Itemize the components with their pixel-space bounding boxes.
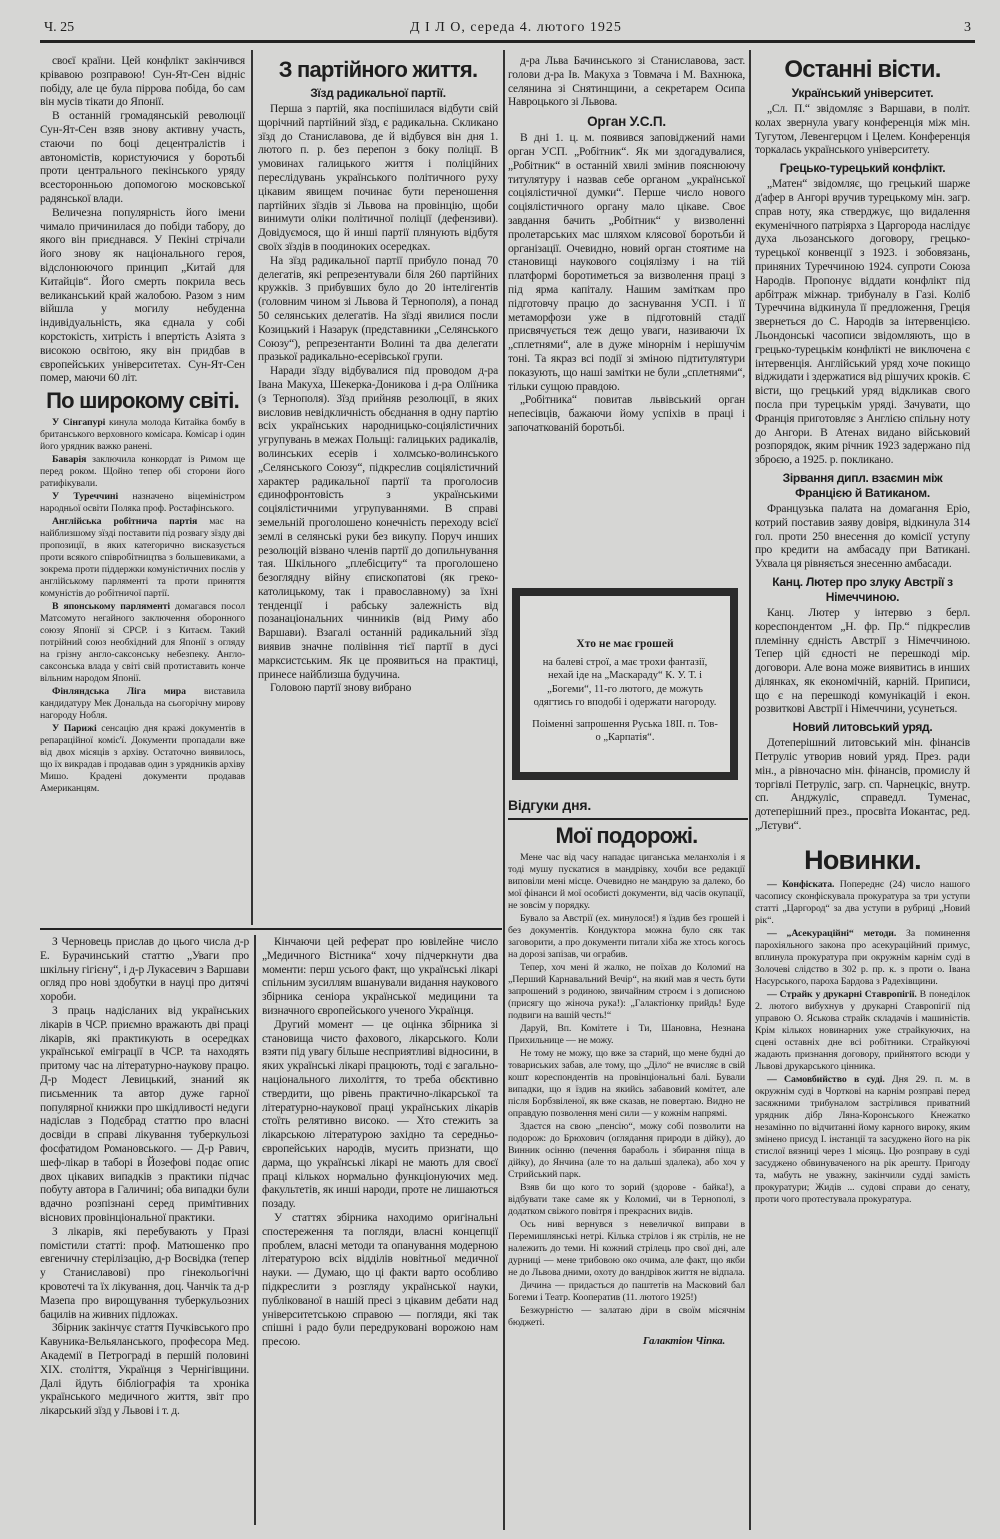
news-item bbox=[40, 516, 245, 600]
article-paragraph: У статтях збірника находимо оригінальні спостереження та погляди, власні концепції проблем, власні методи та опанування модерною літературою всіх відділів новітньої медичної науки. — Думаю, що ці факти варто особливо підкреслити з розгляду української науки, публікованої в нашій пресі з цікавим дебати над університетською справою — погляди, які так спішні і радо були передруковані ворожою нам пресою. bbox=[262, 1211, 498, 1349]
section-heading-novynky: Новинки. bbox=[804, 844, 921, 875]
news-item-lead: — Самовбийство в суді. bbox=[767, 1073, 885, 1085]
advertisement-box bbox=[512, 588, 738, 780]
news-article-title: Новий литовський уряд. bbox=[792, 720, 933, 735]
news-item-text: кинула молода Китайка бомбу в британського верховного комісара. Комісар і один його урядник важко ранені. bbox=[40, 417, 246, 453]
news-item-text: назначено віцеміністром народньої освіти Поляка проф. Ростафінського. bbox=[40, 491, 245, 515]
news-article-text: „Матен“ звідомляє, що грецький шарже д'афер в Ангорі вручив турецькому мін. загр. справ ноту, яка стверджує, що видалення екуменічного патріярха з Царгорода наслідує духа льозанського договору, грецько-турецької конвенції з 1923. і зобовязань, приняних Туреччиною 1924. супроти Союза Народів. Пропонує віддати конфлікт під арбітраж міжнар. трибуналу в Газі. Коліб Туреччина відкинула її предложення, Греція звернеться до С. Народів за інтервенцією. Льондонські часописи звідомляють, що в грецько-турецькім конфлікті не виключена є інтервенція. Англійський уряд хоче покищо віджидати і здержатися від рішучих кроків. Є вісти, що грецький уряд відкликав свого посла при турецькім уряді. Зачувати, що Франція приготовляє з Англією спільну ноту до Ангори. В Атенах видано військовий розпорядок, яким річник 1923 задержано під зброєю, а 1925. р. покликано. bbox=[755, 178, 970, 467]
news-item-lead: У Парижі bbox=[52, 723, 97, 735]
news-item bbox=[755, 928, 970, 988]
news-item-lead: Фінляндська Ліга мира bbox=[52, 686, 186, 698]
news-item-text: В понеділок 2. лютого вибухнув у друкарні Ставропігії під управою О. Яськова страйк складачів і машиністів. Крім кількох новинарних уже страйкуючих, на сцені оставніх дне всі робітники. Страйкуючі жадають признання договору, прийнятого всюди у Львові друкарського цінника. bbox=[755, 988, 971, 1072]
article-heading-usp: Орган У.С.П. bbox=[587, 114, 666, 130]
article-paragraph: д-ра Льва Бачинського зі Станиславова, заст. голови д-ра Ів. Макуха з Товмача і М. Вахнюка, селянина зі Снятинщини, а секретарем Осипа Навроцького зі Львова. bbox=[508, 55, 745, 109]
article-paragraph: Перша з партій, яка поспішилася відбути свій щорічний партійний зїзд, є радикальна. Скликано зїзд до Станиславова, де й відбувся він дня 1. лютого п. р. без перепон з боку поліції. В умовинах галицького життя і поліційних переслідувань українського політичного руху цікавим явищем починає бути переношення партійних зїздів зі Львова на провінцію, щоби винимути оліки політичної поліції (дефензиви). Довідуємося, що й инші партії плянують відбутя своїх зїздів в поодиноких осередках. bbox=[258, 103, 498, 253]
column-4 bbox=[755, 55, 970, 1207]
article-subheading: Зїзд радикальної партії. bbox=[310, 86, 446, 100]
article-paragraph: З лікарів, які перебувають у Празі помістили статті: проф. Матюшенко про евгеничну стерілізацію, д-р Восвідка (тепер у Станиславові) про гінекольогічні кровотечі та їх лікування, доц. Чанчік та д-р Мазепа про вирощування туберкульозних бацилів на живних підложах. bbox=[40, 1225, 249, 1321]
article-paragraph: На зїзд радикальної партії прибуло понад 70 делегатів, які репрезентували біля 260 партійних кружків. З прибувших було до 20 інтелігентів (головним чином зі Львова й Тернополя), а понад 50 селянських делегатів. На зїзді явилися посли Козицький і Назарук (представники „Селянського Союзу“), репрезентанти Волині та два делегати празької радикально-есерівської групи. bbox=[258, 254, 498, 364]
news-article-text: Дотеперішний литовський мін. фінансів Петруліс утворив новий уряд. През. ради мін., а рівночасно мін. фінансів, промислу й торгівлі Петруліс, загр. сп. Чарнецкіс, внутр. сп. Анджуліс, справедл. Туменас, дотеперішний през., просвіта Иокантас, ред. „Лєтуви“. bbox=[755, 737, 970, 833]
news-item-text: сенсацію дня кражі документів в репараційної коміс'ї. Документи пропадали вже від двох місяців з архіву. Остаточно виявилось, що їх викрадав і продавав один з урядників архіву Мишо. Крадені документи продавав Американцям. bbox=[40, 723, 245, 795]
news-article-text: Канц. Лютер у інтервю з берл. кореспондентом „Н. фр. Пр.“ підкреслив племінну єдність Австрії з Німеччиною. Тепер цій єдності не перешкоді мір. договори. Але вона може виявитись в инших ділянках, як економічній, карній. Приписи, що є на перешкоді комунікацій і екон. розвиткові Австрії і Німеччини, усунеться. bbox=[755, 606, 970, 716]
article-paragraph: Кінчаючи цей реферат про ювілейне число „Медичного Вістника“ хочу підчеркнути два моменти: перш усього факт, що українські лікарі спільним зусиллям вшанували видання наукового збірника сеніора української медицини та визначного європейського ученого Українця. bbox=[262, 936, 498, 1017]
page-number: 3 bbox=[964, 20, 971, 35]
ad-body: на балеві строї, а має трохи фантазії, нехай іде на „Маскараду“ К. У. Т. і „Богеми“, 11-го лютого, де можуть одягтись го вподобі і одержати нагороду. bbox=[533, 656, 717, 708]
news-article-title: Зірвання дипл. взаємин між Францією й Ватиканом. bbox=[782, 470, 943, 500]
feuilleton-paragraph: Мене час від часу нападає циганська меланхолія і я тоді мушу пускатися в мандрівку, хочби все редакції виповіли мені місце. Очевидно не мандрую за далеко, бо мої фінанси й мої особисті документи, від часів окупації, не зовсім у порядку. bbox=[508, 852, 745, 911]
bottom-column-1 bbox=[40, 936, 249, 1419]
news-item bbox=[755, 879, 970, 927]
news-item-lead: — Страйк у друкарні Ставропігії. bbox=[767, 988, 917, 1000]
article-paragraph-list bbox=[40, 936, 249, 1419]
section-label-responses: Відгуки дня. bbox=[508, 797, 592, 813]
news-item-text: Попереднє (24) число нашого часопису сконфіскувала прокуратура за три уступи статті „Царгород“ за два уступи в рубриці „Новий рік“. bbox=[755, 878, 971, 926]
section-heading-world: По широкому світі. bbox=[46, 388, 239, 414]
author-signature: Галактіон Чіпка. bbox=[642, 1335, 725, 1347]
news-article-text: „Сл. П.“ звідомляє з Варшави, в політ. колах звернула увагу конференція між мін. Тугутом, Левенгерцом і Целем. Конференція торкалась українського університету. bbox=[755, 103, 970, 157]
news-item-lead: В японському парляменті bbox=[52, 601, 171, 613]
news-item bbox=[40, 491, 245, 515]
article-paragraph: Величезна популярність його імени чимало причинилася до побіди табору, до якого він приєднався. У Пекіні стрічали його знову як національного героя, відслонюючого принцип „Китай для Китайців“. Його смерть покрила весь великанський край жалобою. Разом з ним війшла у могилу небуденна індивідуальність, яка єднала у собі корстокість, хитрість і впертість Азіята з високою освітою, яку він придбав в європейських університетах. Сун-Ят-Сен помер, маючи 60 літ. bbox=[40, 206, 245, 385]
news-article-title: Канц. Лютер про злуку Австрії з Німеччиною. bbox=[772, 574, 953, 604]
column-divider bbox=[749, 50, 751, 1530]
feuilleton-paragraph-list bbox=[508, 852, 745, 1329]
masthead: Д І Л О, bbox=[410, 20, 466, 35]
article-paragraph: своєї країни. Цей конфлікт закінчився крівавою розправою! Сун-Ят-Сен відніс побіду, але це була піррова побіда, бо сам він мусів тікати до Японії. bbox=[40, 55, 245, 109]
article-paragraph: „Робітника“ повитав львівський орган непесівців, бажаючи йому успіхів в праці і започаткованій боротьбі. bbox=[508, 394, 745, 434]
section-heading-latest-news: Останні вісти. bbox=[784, 56, 941, 83]
news-article-title: Український університет. bbox=[791, 86, 934, 100]
feuilleton-paragraph: Даруй, Вп. Комітете і Ти, Шановна, Незнана Прихильнице — не можу. bbox=[508, 1023, 745, 1046]
header-rule bbox=[40, 40, 975, 43]
news-item bbox=[40, 417, 245, 453]
ad-title: Хто не має грошей bbox=[576, 638, 674, 650]
feuilleton-paragraph: Безжурністю — залатаю діри в своїм місячнім бюджеті. bbox=[508, 1305, 745, 1328]
issue-number: Ч. 25 bbox=[44, 20, 75, 35]
article-paragraph: Наради зїзду відбувалися під проводом д-ра Івана Макуха, Шекерка-Доникова і д-ра Оліїника (з Тернополя). Зїзд прийняв резолюції, в яких висловив невідкличність обєднання в одну партію всіх українських народницько-соціялістичних угрупувань в межах Польщі: галицьких радикалів, волинських есерів і холмсько-волинського „Селянського Союзу“, підкреслив соціялістичний характер радикальної партії та проголосив єдинофронтовість з українськими соціялістичними угрупуваннями. В справі земельній проголошено конечність переходу всієї землі в селянські руки без викупу. Поруч инших резолюцій візвано членів партії до допильнування тая. Шкільного „плебісциту“ та проголошено безоглядну війну єпископатові (як греко-католицькому, так і православному) за їхні тенденції і рабську залежність від позанаціональних чинників (від Риму або Варшави). Взагалі останній радикальний зїзд виявив значне полівіння тієї партії в дусі марксистським. Як це проявиться на практиці, принесе найблизша будучина. bbox=[258, 365, 498, 681]
news-item bbox=[755, 989, 970, 1073]
article-paragraph-list bbox=[262, 936, 498, 1350]
article-paragraph-list bbox=[40, 55, 245, 386]
news-item-text: Дня 29. п. м. в окружнім суді в Чорткові на карнім розправі перед засяжними трибуналом застрілився приватний урядник дібр Ляна-Коронського Кнежатко незамінно по відчитанні йому карного вироку, яким змінено присуд І. інстанції та засуджено його на рік стислої вязниці через 1 місяць. Цю розправу в суді засуджено обвинуваченого на рік арешту. Пригоду та, мабуть не уважну, закінчили судді замість прокуратури; Жидів ... судові справи до сенату, проти чого протестувала прокуратура. bbox=[755, 1073, 970, 1205]
news-item bbox=[40, 454, 245, 490]
feuilleton-paragraph: Тепер, хоч мені й жалко, не поїхав до Коломиї на „Перший Карнавальний Вечір“, на який мав я честь бути запрошений з родиною, звичайним строєм і з дописною (присягу що жіноча рука!): „Галактіонку прийдь! Буде подвиги на вашій честь!“ bbox=[508, 962, 745, 1021]
article-paragraph: З Черновець прислав до цього числа д-р Е. Бурачинський статтю „Уваги про шкільну гігієну“, і д-р Лукасевич з Варшави огляд про нові здобутки в науці про дитячі хороби. bbox=[40, 936, 249, 1004]
news-item-list bbox=[40, 417, 245, 795]
news-item-lead: У Сінгапурі bbox=[52, 417, 106, 429]
section-heading-party-life: З партійного життя. bbox=[278, 57, 478, 82]
bottom-column-2 bbox=[262, 936, 498, 1350]
feuilleton-paragraph: Взяв би що кого то зорий (здорове - байка!), а відбувати таке саме як у Коломиї, чи в Тернополі, з додатком свіжого повітря і прекрасних видів. bbox=[508, 1182, 745, 1217]
feuilleton-paragraph: Здаєтся на свою „пенсію“, можу собі позволити на подорож: до Брюхович (оглядання природи в дійку), до Винник осінню (печення бараболь і збирання піща в дійку), до Янчина (але то на дальші здалека), або хоч у Стрийський парк. bbox=[508, 1121, 745, 1180]
feuilleton-paragraph: Не тому не можу, що вже за старий, що мене будні до товариських забав, але тому, що „Діло“ не вчисляє в свій кошт кореспондентів на провінціональні балі. Бували випадки, що я їздив на якийсь забавовий комітет, але після Борбзвіленої, як вже сказав, не повертаю. Видно не оправдую позволення мені сили — у кожнім напрямі. bbox=[508, 1048, 745, 1119]
news-item-text: заключила конкордат із Римом ще перед роком. Щойно тепер обі сторони його ратифікували. bbox=[40, 454, 245, 490]
feuilleton bbox=[508, 795, 745, 1348]
article-paragraph: Збірник закінчує стаття Пучківського про Кавуника-Вельяланського, професора Мед. Академії в Петрограді в першій половині XIX. століття, Українця з Чернігівщини. Далі йдуть бібліографія та хроніка українського медичного життя, звіт про лікарський зїзд у Львові і т. д. bbox=[40, 1322, 249, 1418]
news-item-lead: У Туреччині bbox=[52, 491, 119, 503]
column-divider bbox=[503, 50, 505, 1530]
feuilleton-paragraph: Ось ниві вернувся з невеличкої виправи в Перемишлянські нетрі. Кілька стрілов і як стрілів, не не належить до теми. Ні кожний стрілець про свої дні, але дурниці — мене трибовою око очима, але факт, що якби не до Львова дними, охоту до вандрівок життя не відпала. bbox=[508, 1219, 745, 1278]
news-article-text: Французька палата на домагання Еріо, котрий поставив заяву довіря, відкинула 314 гол. проти 250 внесення до комісії уступу про кредити на амбасаду при Ватикані. Ухвала ця рівняється знесенню амбасади. bbox=[755, 502, 970, 571]
news-item bbox=[40, 723, 245, 795]
news-item-lead: Англійська робітнича партія bbox=[52, 516, 198, 528]
feuilleton-paragraph: Бувало за Австрії (ех. минулося!) я їздив без грошей і без документів. Кондуктора можна було сяк так заговорити, а про документи питали хіба же хтось когось на дорозі запізав, чи ограбив. bbox=[508, 913, 745, 960]
article-paragraph-list bbox=[508, 55, 745, 110]
column-divider bbox=[254, 935, 256, 1525]
news-item bbox=[755, 1074, 970, 1206]
article-paragraph: Другий момент — це оцінка збірника зі становища чисто фахового, лікарського. Коли взяти під увагу більше несприятливі відносини, в яких українські лікарі працюють, тоді є загально-національного лихоліття, то треба обєктивно ствердити, що рівень практично-лікарської та літературно-наукової праці українських лікарів стоїть релятивно високо. — Хто стежить за лікарською літературою західно та середньо-європейських народів, мусить признати, що дарма, що українські лікарі не мають для своєї праці кількох нормально функціонуючих мед. факультетів, як инші народи, проте не лишаються позаду. bbox=[262, 1018, 498, 1211]
issue-date: середа 4. лютого 1925 bbox=[470, 20, 622, 35]
news-item-text: За поминення парохіяльного закона про асекураційний примус, вплинула прокуратура при окружнім карнім суді в Золочеві слідство в 302 р. пр. к. з проти о. Івана Насурського, пароха Бардова з Радехівщини. bbox=[755, 927, 970, 987]
article-paragraph: В останній громадянській революції Сун-Ят-Сен взяв знову активну участь, стаючи по боці децентралістів і автономістів, користуючися у боротьбі проти центрального пекінського уряду всесторонньою допомогою московської радянської влади. bbox=[40, 110, 245, 205]
column-divider bbox=[251, 50, 253, 925]
column-3 bbox=[508, 55, 745, 436]
newspaper-title bbox=[410, 20, 622, 36]
news-item-text: домагався посол Матсомуто негайного заключення оборонного союзу Японії зі СРСР. і з Китаєм. Такий потрійний союз необхідний для Японії з огляду на грізну англо-саксонську небезпеку. Англо-саксонська влада у світі свій протиставить конче вільним народом Японії. bbox=[40, 601, 245, 685]
news-item-text: виставила кандидатуру Мек Дональда на сьогорічну мирову нагороду Нобля. bbox=[40, 686, 246, 722]
news-item-lead: Баварія bbox=[52, 454, 87, 466]
news-item-text: має на найблизшому зїзді поставити під розвагу зїзду дві пропозиції, в яких категорично висказується проти всякого співробітництва з большевиками, а зокрема проти піддержки комуністичних послів у англійському парляменті та проти приняття комуністів до робітничої партії. bbox=[40, 516, 245, 600]
feuilleton-title: Мої подорожі. bbox=[555, 823, 698, 848]
column-1 bbox=[40, 55, 245, 796]
feuilleton-paragraph: Дичина — придасться до паштетів на Масковий бал Богеми і Театр. Кооператив (11. лютого 1925!) bbox=[508, 1280, 745, 1303]
article-paragraph: В дні 1. ц. м. появився заповіджений нами орган УСП. „Робітник“. Як ми здогадувалися, „Робітник“ в останній хвилі змінив пояснюючу титулятуру і назвав себе органом „української соціялістичної думки“. Перше число нового соціялістичного органу мало цікаве. Своє завдання бачить „Робітник“ у визволенні пролетарських мас шляхом клясової боротьби й організації. Очевидно, новий орган стоятиме на становищі наукового соціялізму і на тій платформі боротиметься за визволення праці з під ярма капіталу. Нашим заміткам про підготовчу працю до заснування УСП. і її метаморфози уже в підготовній стадії присвячується теж дещо уваги, називаючи їх „сплетнями“, але в дуже мінорнім і нерішучім тоні. Та якраз всі події зі зміною підтитулятури показують, що наші замітки не були „сплетнями“, тільки сущою правдою. bbox=[508, 132, 745, 393]
section-rule bbox=[40, 928, 502, 930]
article-paragraph-list bbox=[258, 103, 498, 696]
news-item-lead: — „Асекураційні“ методи. bbox=[767, 927, 897, 939]
news-item-list bbox=[755, 879, 970, 1206]
article-paragraph: Головою партії знову вибрано bbox=[270, 682, 412, 695]
news-article-title: Грецько-турецький конфлікт. bbox=[779, 161, 946, 176]
news-article-list bbox=[755, 86, 970, 834]
ad-footer: Поіменні запрошення Руська 18ІІ. п. Тов-о „Карпатія“. bbox=[532, 718, 718, 743]
news-item bbox=[40, 686, 245, 722]
page-header bbox=[40, 20, 975, 40]
column-2 bbox=[258, 55, 498, 696]
article-paragraph-list bbox=[508, 132, 745, 436]
news-item-lead: — Конфіската. bbox=[767, 878, 835, 890]
article-paragraph: З праць надісланих від українських лікарів в ЧСР. приємно вражають дві праці лікарів, які практикують в осередках української еміграції в ЧСР. та находять притому час на літературно-наукову працю. Д-р Модест Левицький, знаний як письменник та автор дуже гарної популярної книжки про шкідливості недуги надіслав з Подєбрад статтю про власні досвіди в справі лікування туберкульозі фосфатидом Романовського. — Д-р Равич, шеф-лікар в таборі в Йозефові подає опис двох цікавих випадків з практики підчас побуту автора в Галичині; оба випадки були вдачно розпізнані серед примітивних віснових провінціональної практики. bbox=[40, 1004, 249, 1224]
news-item bbox=[40, 601, 245, 685]
